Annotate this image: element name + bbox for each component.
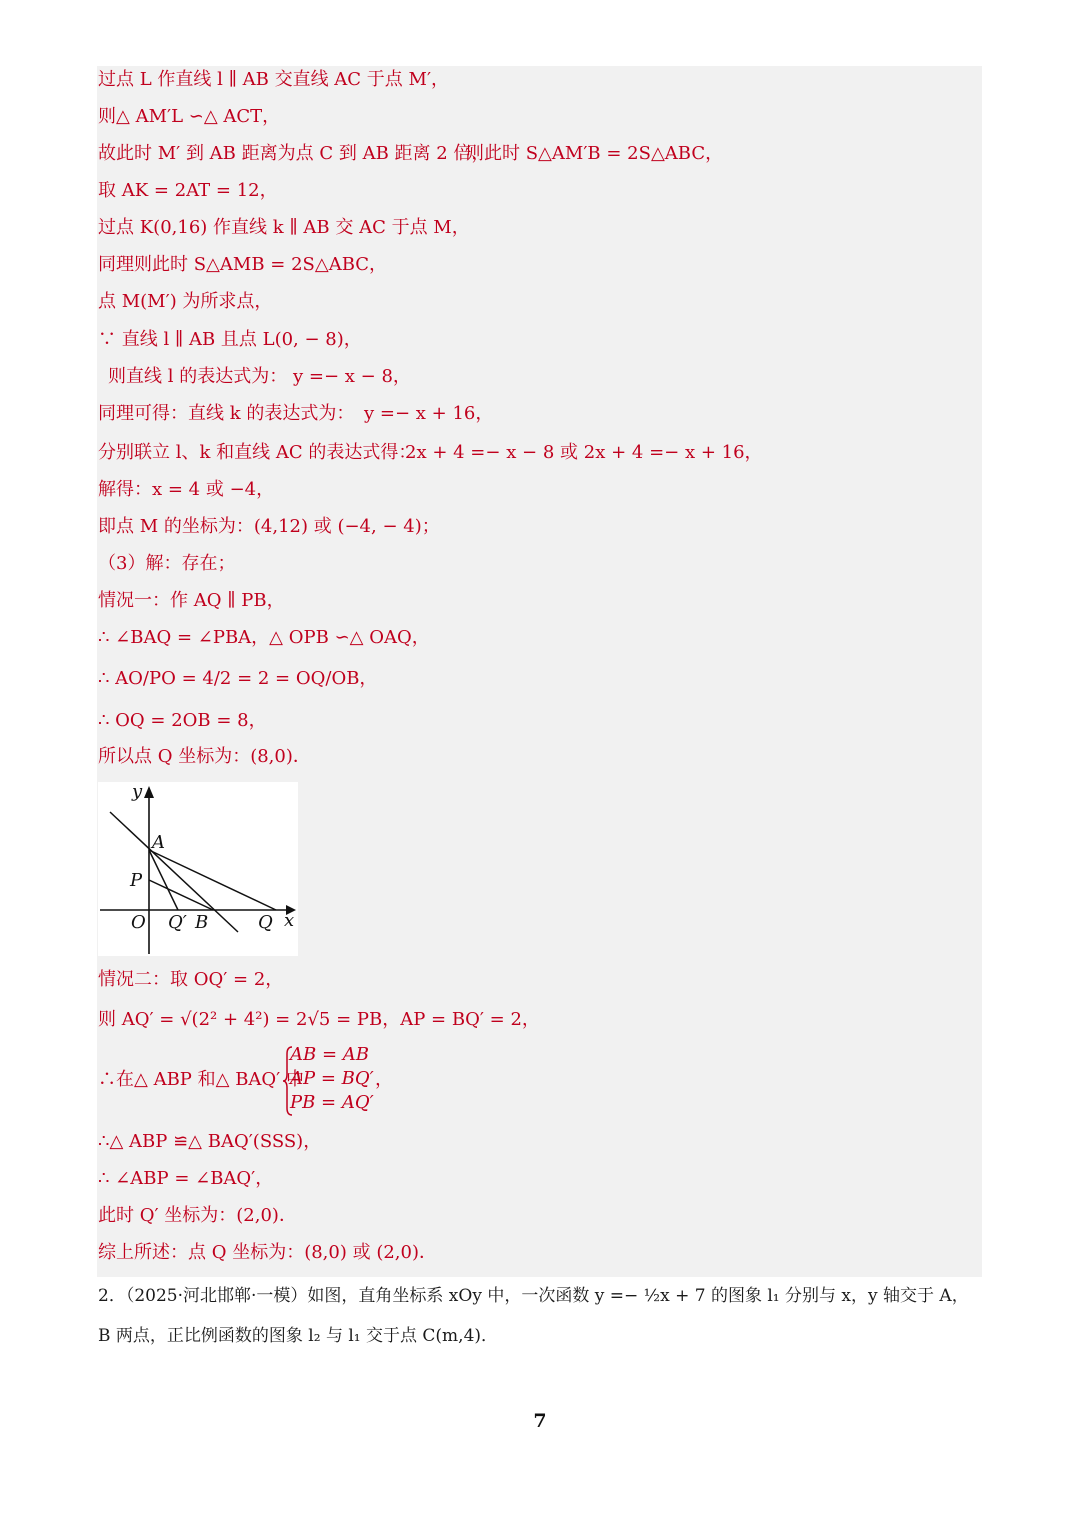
system-eq-2: AP = BQ′ xyxy=(290,1068,374,1089)
page-number: 7 xyxy=(533,1410,547,1432)
label-b: B xyxy=(195,912,209,933)
question-line-1: 2．（2025·河北邯郸·一模）如图，直角坐标系 xOy 中，一次函数 y =− ½x + 7 的图象 l₁ 分别与 x，y 轴交于 A， xyxy=(98,1286,969,1306)
question-line-2: B 两点，正比例函数的图象 l₂ 与 l₁ 交于点 C(m,4)． xyxy=(98,1326,499,1346)
line-15: 情况一：作 AQ ∥ PB， xyxy=(98,590,285,611)
line-10b: y =− x + 16， xyxy=(364,403,494,424)
label-q-prime: Q′ xyxy=(168,912,187,933)
line-1: 过点 L 作直线 l ∥ AB 交直线 AC 于点 M′， xyxy=(98,69,450,90)
coordinate-figure xyxy=(98,782,298,956)
line-20: 情况二：取 OQ′ = 2， xyxy=(98,969,284,990)
line-7: 点 M(M′) 为所求点， xyxy=(98,291,273,312)
line-22b: ， xyxy=(375,1069,393,1090)
line-10a: 同理可得：直线 k 的表达式为： xyxy=(98,403,355,424)
system-eq-1: AB = AB xyxy=(290,1044,369,1065)
equation-system xyxy=(290,1043,374,1115)
line-6: 同理则此时 S△AMB = 2S△ABC， xyxy=(98,254,388,275)
line-2: 则△ AM′L ∽△ ACT， xyxy=(98,106,281,127)
line-pb xyxy=(149,880,213,910)
line-22a: ∴在△ ABP 和△ BAQ′ 中 xyxy=(98,1069,304,1090)
line-24: ∴ ∠ABP = ∠BAQ′， xyxy=(98,1168,274,1189)
line-16: ∴ ∠BAQ = ∠PBA，△ OPB ∽△ OAQ， xyxy=(98,627,430,648)
label-p: P xyxy=(130,870,143,891)
line-4: 取 AK = 2AT = 12， xyxy=(98,180,278,201)
line-aq-prime xyxy=(149,850,178,910)
line-9b: y =− x − 8， xyxy=(293,366,411,387)
label-y: y xyxy=(132,782,143,802)
system-eq-3: PB = AQ′ xyxy=(290,1092,374,1113)
line-21: 则 AQ′ = √(2² + 4²) = 2√5 = PB，AP = BQ′ = 2， xyxy=(98,1009,540,1030)
line-3a: 故此时 M′ 到 AB 距离为点 C 到 AB 距离 2 倍， xyxy=(98,143,490,164)
line-11a: 分别联立 l、k 和直线 AC 的表达式得： xyxy=(98,442,417,463)
line-11b: 2x + 4 =− x − 8 或 2x + 4 =− x + 16， xyxy=(405,442,763,463)
label-a: A xyxy=(152,832,165,853)
line-19: 所以点 Q 坐标为：(8,0)． xyxy=(98,746,311,767)
line-13: 即点 M 的坐标为：(4,12) 或 (−4, − 4)； xyxy=(98,516,440,537)
label-q: Q xyxy=(258,912,273,933)
line-26: 综上所述：点 Q 坐标为：(8,0) 或 (2,0)． xyxy=(98,1242,437,1263)
line-12: 解得：x = 4 或 −4， xyxy=(98,479,275,500)
label-x: x xyxy=(284,910,295,931)
line-aq xyxy=(149,850,276,910)
line-14: （3）解：存在； xyxy=(98,553,236,574)
line-9a: 则直线 l 的表达式为： xyxy=(108,366,288,387)
line-25: 此时 Q′ 坐标为：(2,0)． xyxy=(98,1205,297,1226)
line-8: ∵ 直线 l ∥ AB 且点 L(0, − 8)， xyxy=(98,329,362,350)
y-axis-arrow xyxy=(144,786,154,798)
line-23: ∴△ ABP ≌△ BAQ′(SSS)， xyxy=(98,1131,322,1152)
line-3b: 则此时 S△AM′B = 2S△ABC， xyxy=(466,143,724,164)
line-17: ∴ AO/PO = 4/2 = 2 = OQ/OB， xyxy=(98,668,378,689)
line-18: ∴ OQ = 2OB = 8， xyxy=(98,710,267,731)
label-o: O xyxy=(131,912,146,933)
line-5: 过点 K(0,16) 作直线 k ∥ AB 交 AC 于点 M， xyxy=(98,217,470,238)
